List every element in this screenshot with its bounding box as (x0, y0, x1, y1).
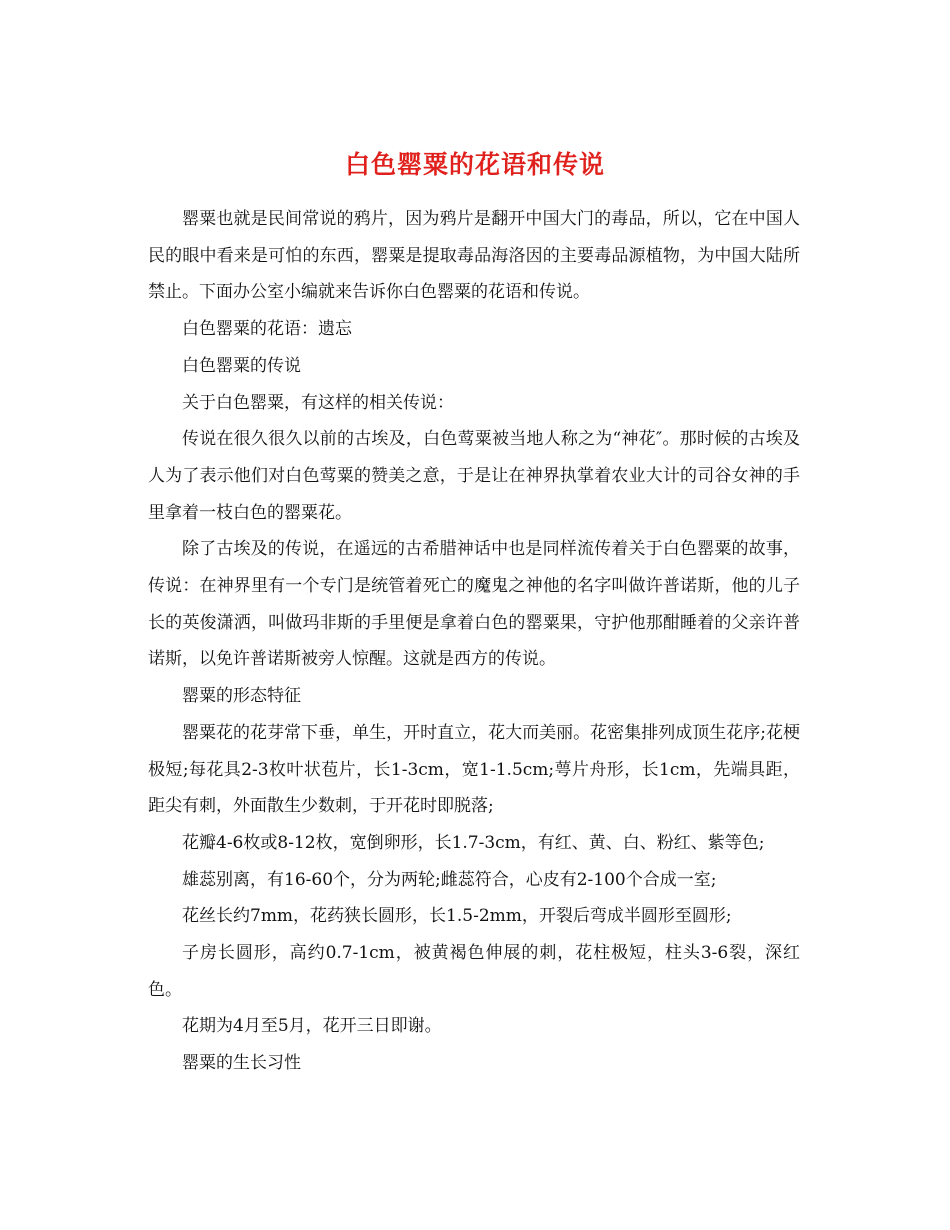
filament-paragraph: 花丝长约7mm，花药狭长圆形，长1.5-2mm，开裂后弯成半圆形至圆形; (182, 906, 732, 927)
ovary-paragraph: 子房长圆形，高约0.7-1cm，被黄褐色伸展的刺，花柱极短，柱头3-6裂，深红色。 (148, 943, 800, 1000)
growth-habit-heading: 罂粟的生长习性 (182, 1053, 301, 1074)
legend-heading: 白色罂粟的传说 (182, 355, 301, 376)
intro-paragraph: 罂粟也就是民间常说的鸦片，因为鸦片是翻开中国大门的毒品，所以，它在中国人民的眼中看来是可怕的东西，罂粟是提取毒品海洛因的主要毒品源植物，为中国大陆所禁止。下面办公室小编就来告诉你白色罂粟的花语和传说。 (148, 209, 800, 303)
petals-paragraph: 花瓣4-6枚或8-12枚，宽倒卵形，长1.7-3cm，有红、黄、白、粉红、紫等色; (182, 832, 765, 853)
stamens-paragraph: 雄蕊别离，有16-60个，分为两轮;雌蕊符合，心皮有2-100个合成一室; (182, 869, 717, 890)
flowering-period-paragraph: 花期为4月至5月，花开三日即谢。 (182, 1016, 442, 1037)
flower-language-line: 白色罂粟的花语：遗忘 (182, 319, 352, 340)
flower-bud-paragraph: 罂粟花的花芽常下垂，单生，开时直立，花大而美丽。花密集排列成顶生花序;花梗极短;每花具2-3枚叶状苞片，长1-3cm，宽1-1.5cm;萼片舟形，长1cm，先端具距，距尖有刺，外面散生少数刺，于开花时即脱落; (148, 722, 800, 817)
greek-legend-paragraph: 除了古埃及的传说，在遥远的古希腊神话中也是同样流传着关于白色罂粟的故事，传说：在神界里有一个专门是统管着死亡的魔鬼之神他的名字叫做许普诺斯，他的儿子长的英俊潇洒，叫做玛非斯的手里便是拿着白色的罂粟果，守护他那酣睡着的父亲许普诺斯，以免许普诺斯被旁人惊醒。这就是西方的传说。 (148, 539, 800, 670)
document-title: 白色罂粟的花语和传说 (344, 149, 605, 179)
egypt-legend-paragraph: 传说在很久很久以前的古埃及，白色莺粟被当地人称之为“神花″。那时候的古埃及人为了表示他们对白色莺粟的赞美之意，于是让在神界执掌着农业大计的司谷女神的手里拿着一枝白色的罂粟花。 (148, 429, 800, 523)
legend-intro: 关于白色罂粟，有这样的相关传说： (182, 392, 454, 413)
morphology-heading: 罂粟的形态特征 (182, 686, 301, 707)
document-body (148, 201, 800, 1082)
